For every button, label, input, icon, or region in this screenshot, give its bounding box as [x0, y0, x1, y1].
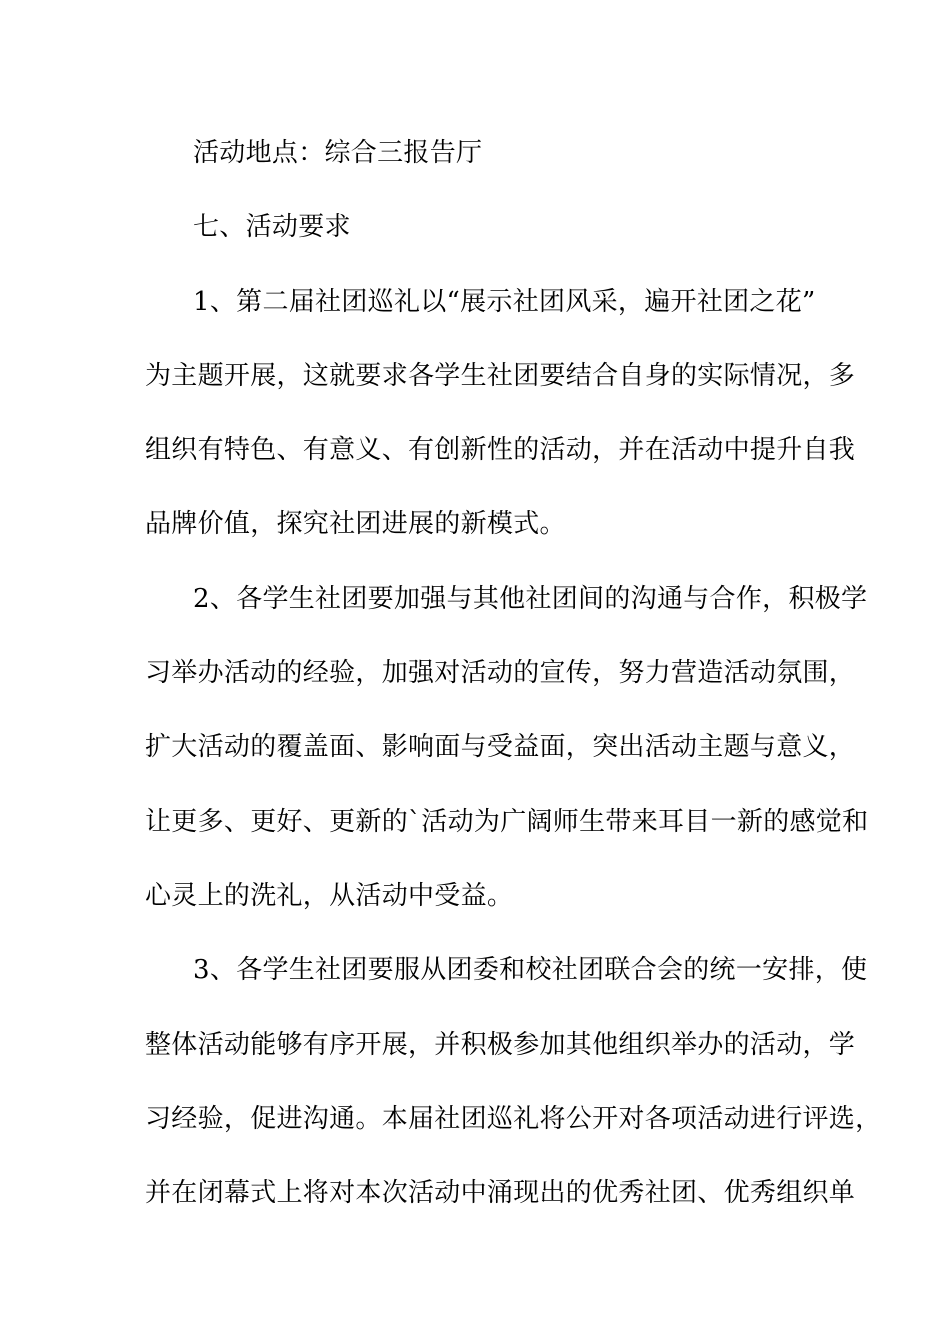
paragraph-2-line-2: 习举办活动的经验，加强对活动的宣传，努力营造活动氛围， [145, 658, 856, 688]
paragraph-3-line-3: 习经验，促进沟通。本届社团巡礼将公开对各项活动进行评选， [145, 1104, 882, 1134]
paragraph-1-line-2: 为主题开展，这就要求各学生社团要结合自身的实际情况，多 [145, 361, 856, 391]
paragraph-1-line-3: 组织有特色、有意义、有创新性的活动，并在活动中提升自我 [145, 435, 856, 465]
paragraph-2-line-3: 扩大活动的覆盖面、影响面与受益面，突出活动主题与意义， [145, 732, 856, 762]
paragraph-3-line-4: 并在闭幕式上将对本次活动中涌现出的优秀社团、优秀组织单 [145, 1178, 856, 1208]
paragraph-1-line-4: 品牌价值，探究社团进展的新模式。 [145, 509, 566, 539]
paragraph-2-line-4: 让更多、更好、更新的`活动为广阔师生带来耳目一新的感觉和 [145, 807, 869, 837]
paragraph-2-line-5: 心灵上的洗礼，从活动中受益。 [145, 881, 514, 911]
paragraph-3-line-2: 整体活动能够有序开展，并积极参加其他组织举办的活动，学 [145, 1030, 856, 1060]
paragraph-3-line-1: 3、各学生社团要服从团委和校社团联合会的统一安排，使 [193, 955, 868, 985]
paragraph-2-line-1: 2、各学生社团要加强与其他社团间的沟通与合作，积极学 [193, 584, 868, 614]
section-heading-requirements: 七、活动要求 [193, 212, 351, 242]
activity-location-line: 活动地点：综合三报告厅 [193, 138, 483, 168]
paragraph-1-line-1: 1、第二届社团巡礼以“展示社团风采，遍开社团之花” [193, 287, 816, 317]
